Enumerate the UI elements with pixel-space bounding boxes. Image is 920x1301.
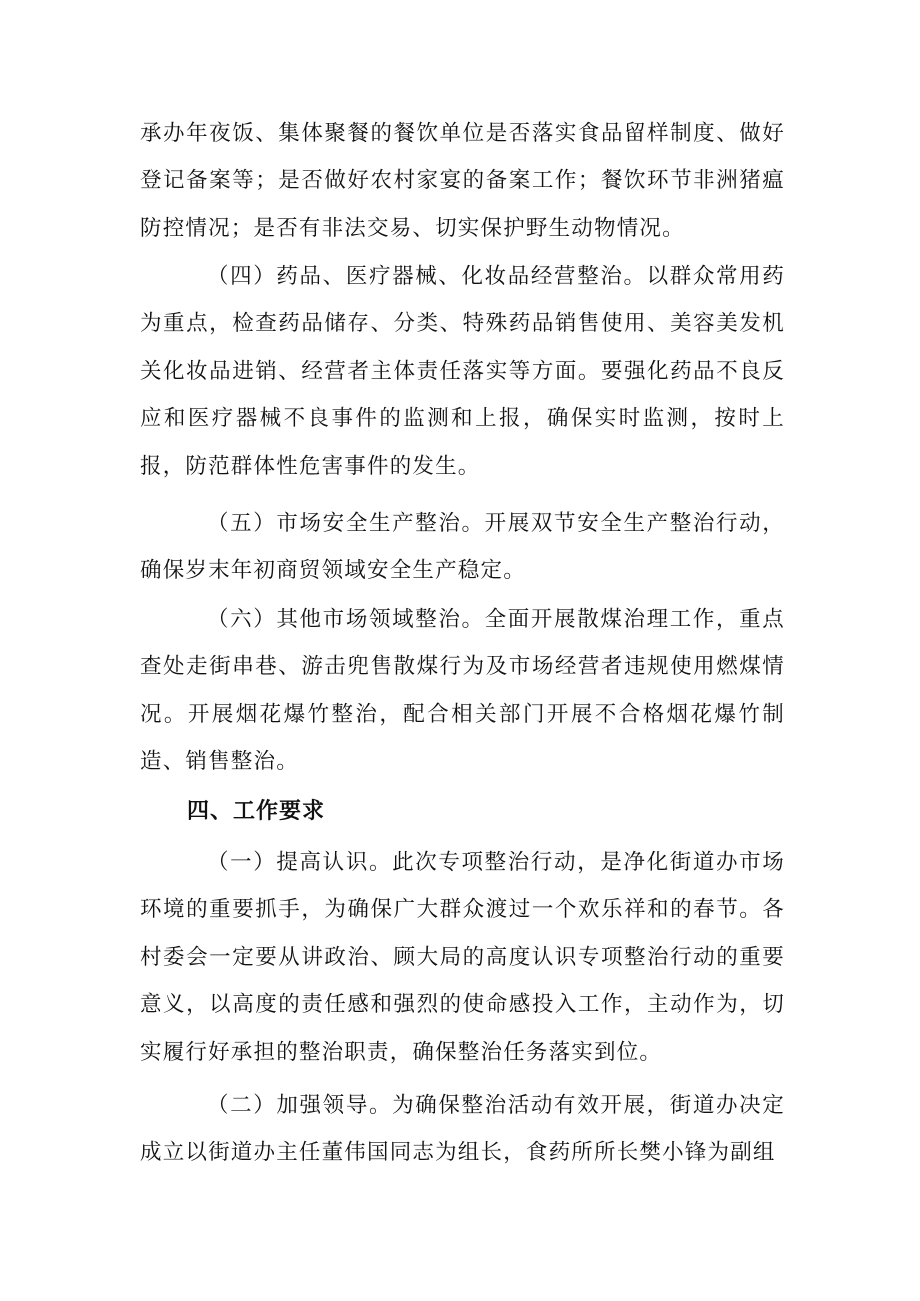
paragraph-market-safety-production: （五）市场安全生产整治。开展双节安全生产整治行动，确保岁末年初商贸领域安全生产稳定。	[140, 511, 785, 584]
paragraph-raise-awareness: （一）提高认识。此次专项整治行动，是净化街道办市场环境的重要抓手，为确保广大群众渡过一个欢乐祥和的春节。各村委会一定要从讲政治、顾大局的高度认识专项整治行动的重要意义，以高度的责任感和强烈的使命感投入工作，主动作为，切实履行好承担的整治职责，确保整治任务落实到位。	[140, 850, 785, 1065]
paragraph-food-sample-retention: 承办年夜饭、集体聚餐的餐饮单位是否落实食品留样制度、做好登记备案等；是否做好农村家宴的备案工作；餐饮环节非洲猪瘟防控情况；是否有非法交易、切实保护野生动物情况。	[140, 121, 785, 241]
paragraph-other-market-fields: （六）其他市场领域整治。全面开展散煤治理工作，重点查处走街串巷、游击兜售散煤行为及市场经营者违规使用燃煤情况。开展烟花爆竹整治，配合相关部门开展不合格烟花爆竹制造、销售整治。	[140, 607, 785, 775]
section-heading-work-requirements: 四、工作要求	[187, 799, 326, 824]
paragraph-drug-cosmetics-rectification: （四）药品、医疗器械、化妆品经营整治。以群众常用药为重点，检查药品储存、分类、特殊药品销售使用、美容美发机关化妆品进销、经营者主体责任落实等方面。要强化药品不良反应和医疗器械不良事件的监测和上报，确保实时监测，按时上报，防范群体性危害事件的发生。	[140, 264, 785, 479]
paragraph-strengthen-leadership: （二）加强领导。为确保整治活动有效开展，街道办决定成立以街道办主任董伟国同志为组长，食药所所长樊小锋为副组	[140, 1093, 785, 1166]
